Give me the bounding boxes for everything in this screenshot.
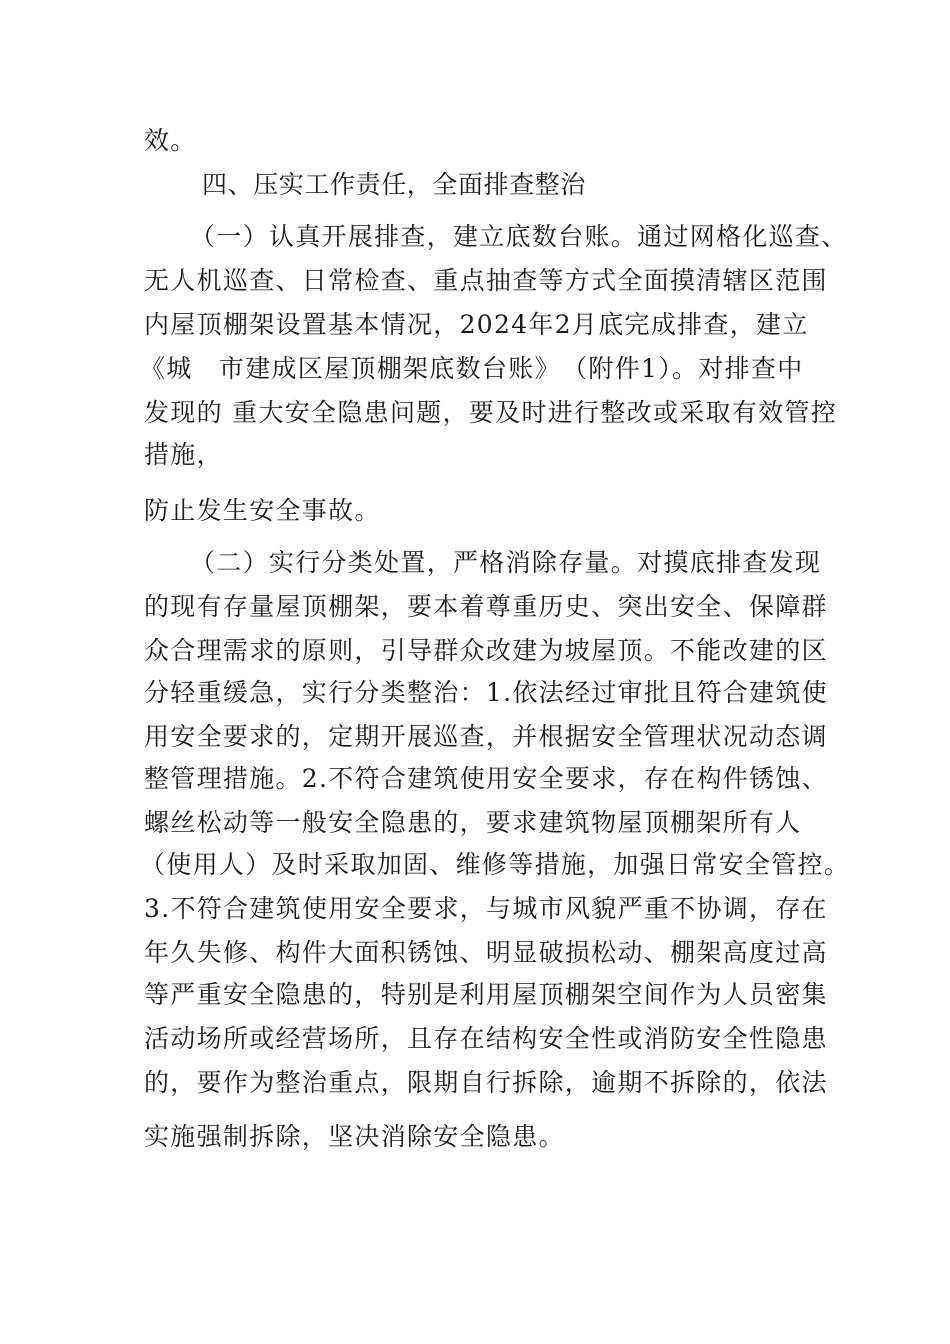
text-line-16: 螺丝松动等一般安全隐患的，要求建筑物屋顶棚架所有人 — [144, 808, 802, 837]
text-line-9: 防止发生安全事故。 — [144, 496, 381, 525]
text-line-6: 《城 市建成区屋顶棚架底数台账》 （附件1）。对排查中 — [140, 354, 804, 383]
text-line-15: 整管理措施。2.不符合建筑使用安全要求，存在构件锈蚀、 — [144, 764, 828, 793]
text-line-11: 的现有存量屋顶棚架，要本着尊重历史、突出安全、保障群 — [144, 592, 828, 621]
text-line-5: 内屋顶棚架设置基本情况，2024年2月底完成排查，建立 — [144, 310, 809, 339]
text-line-1: 效。 — [144, 126, 197, 155]
section-heading: 四、压实工作责任，全面排查整治 — [202, 170, 587, 199]
text-line-20: 等严重安全隐患的，特别是利用屋顶棚架空间作为人员密集 — [144, 980, 828, 1009]
text-line-18: 3.不符合建筑使用安全要求，与城市风貌严重不协调，存在 — [144, 894, 828, 923]
text-line-23: 实施强制拆除，坚决消除安全隐患。 — [144, 1122, 565, 1151]
text-line-19: 年久失修、构件大面积锈蚀、明显破损松动、棚架高度过高 — [144, 938, 828, 967]
subsection-heading-2: （二）实行分类处置，严格消除存量。对摸底排查发现 — [190, 548, 822, 577]
text-line-21: 活动场所或经营场所，且存在结构安全性或消防安全性隐患 — [144, 1024, 828, 1053]
text-line-12: 众合理需求的原则，引导群众改建为坡屋顶。不能改建的区 — [144, 636, 828, 665]
text-line-17: （使用人）及时采取加固、维修等措施，加强日常安全管控。 — [140, 850, 851, 879]
subsection-heading-1: （一）认真开展排查，建立底数台账。通过网格化巡查、 — [190, 222, 848, 251]
text-line-22: 的，要作为整治重点，限期自行拆除，逾期不拆除的，依法 — [144, 1068, 828, 1097]
text-line-4: 无人机巡查、日常检查、重点抽查等方式全面摸清辖区范围 — [144, 266, 828, 295]
text-line-13: 分轻重缓急，实行分类整治：1.依法经过审批且符合建筑使 — [144, 678, 828, 707]
text-line-8: 措施， — [144, 440, 223, 469]
text-line-7: 发现的 重大安全隐患问题，要及时进行整改或采取有效管控 — [144, 398, 838, 427]
text-line-14: 用安全要求的，定期开展巡查，并根据安全管理状况动态调 — [144, 722, 828, 751]
